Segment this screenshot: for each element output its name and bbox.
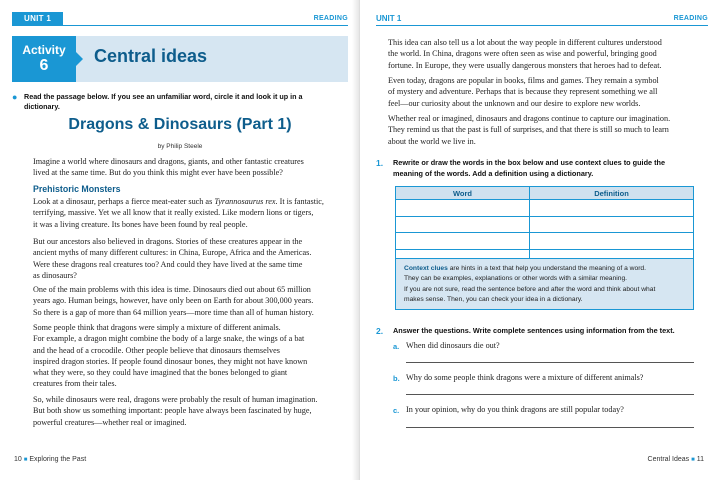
text-line: powerful creatures—whether real or imagined. bbox=[33, 417, 187, 427]
question-1-number: 1. bbox=[376, 158, 384, 168]
definition-cell[interactable] bbox=[530, 216, 694, 233]
text-span: are hints in a text that help you understand the meaning of a word. bbox=[447, 265, 647, 272]
unit-label: UNIT 1 bbox=[376, 14, 402, 23]
text-line: So, while dinosaurs were real, dragons were probably the result of human imagination. bbox=[33, 395, 318, 404]
text-line: But our ancestors also believed in dragons. Stories of these creatures appear in the bbox=[33, 237, 303, 246]
subquestion-b: Why do some people think dragons were a mixture of different animals? bbox=[406, 373, 644, 382]
word-cell[interactable] bbox=[396, 200, 530, 217]
table-row bbox=[396, 200, 694, 217]
square-icon: ■ bbox=[691, 457, 695, 463]
table-row bbox=[396, 233, 694, 250]
right-footer bbox=[648, 456, 704, 463]
text-line: They remind us that the past is full of surprises, and that there is still so much to learn bbox=[388, 125, 669, 135]
activity-label: Activity bbox=[22, 43, 66, 57]
text-line bbox=[33, 196, 333, 207]
question-1-text bbox=[393, 158, 693, 179]
byline: by Philip Steele bbox=[157, 143, 203, 150]
answer-line[interactable] bbox=[406, 427, 694, 428]
table-header-row bbox=[396, 187, 694, 200]
instruction bbox=[12, 92, 334, 112]
text-line: what they were, so they could have imagined that the bones belonged to giant bbox=[33, 368, 288, 378]
word-cell[interactable] bbox=[396, 216, 530, 233]
answer-line[interactable] bbox=[406, 394, 694, 395]
text-line: Even today, dragons are popular in books, films and games. They remain a symbol bbox=[388, 76, 659, 85]
banner-notch bbox=[76, 52, 83, 66]
instruction-text: Read the passage below. If you see an unfamiliar word, circle it and look it up in a dictionary. bbox=[24, 92, 303, 111]
right-paragraph-1 bbox=[388, 37, 704, 71]
text-line: fortune. In Europe, they were usually dangerous monsters that heroes had to defeat. bbox=[388, 60, 662, 70]
clue-term: Context clues bbox=[404, 265, 448, 272]
paragraph-1 bbox=[33, 196, 333, 230]
answer-line[interactable] bbox=[406, 362, 694, 363]
paragraph-5 bbox=[33, 394, 333, 428]
activity-badge bbox=[12, 36, 76, 82]
text-line: inspired dragon stories. If people found dinosaur bones, they might not have known bbox=[33, 356, 308, 366]
text-line: Some people think that dragons were simply a mixture of different animals. bbox=[33, 323, 281, 332]
text-line: They can be examples, explanations or other words with a similar meaning. bbox=[404, 275, 628, 283]
text-span: Look at a dinosaur, perhaps a fierce meat-eater such as bbox=[33, 197, 215, 206]
definition-cell[interactable] bbox=[530, 200, 694, 217]
subquestion-c: In your opinion, why do you think dragons are still popular today? bbox=[406, 405, 624, 414]
text-line: Were these dragons real creatures too? And could they have lived at the same time bbox=[33, 259, 303, 269]
text-line: One of the main problems with this idea is time. Dinosaurs died out about 65 million bbox=[33, 285, 311, 294]
bullet-icon: ● bbox=[12, 92, 18, 102]
text-line: meaning of the words. Add a definition using a dictionary. bbox=[393, 168, 594, 178]
table-row bbox=[396, 216, 694, 233]
activity-title: Central ideas bbox=[94, 46, 208, 66]
text-span: . It is fantastic, bbox=[275, 197, 324, 206]
text-line: the world. In China, dragons were often seen as wise and powerful, bringing good bbox=[388, 49, 657, 59]
word-definition-table bbox=[395, 186, 694, 266]
section-label: READING bbox=[673, 15, 708, 22]
word-cell[interactable] bbox=[396, 233, 530, 250]
text-line: So there is a gap of more than 64 million years—more time than all of human history. bbox=[33, 307, 314, 317]
text-line: it was a living creature. Its bones have been found by real people. bbox=[33, 219, 248, 229]
subquestion-letter: c. bbox=[393, 406, 400, 415]
paragraph-4 bbox=[33, 322, 333, 390]
unit-tab: UNIT 1 bbox=[12, 12, 63, 26]
page-number: 11 bbox=[696, 456, 704, 463]
page-number: 10 bbox=[14, 456, 22, 463]
question-2-text: Answer the questions. Write complete sentences using information from the text. bbox=[393, 326, 675, 335]
text-line: For example, a dragon might combine the body of a large snake, the wings of a bat bbox=[33, 334, 305, 344]
text-line: But both show us something important: people have always been fascinated by huge, bbox=[33, 406, 312, 416]
left-header bbox=[12, 12, 348, 26]
section-label: READING bbox=[313, 15, 348, 22]
activity-banner bbox=[12, 36, 348, 82]
question-2-number: 2. bbox=[376, 326, 384, 336]
square-icon: ■ bbox=[23, 457, 28, 463]
story-title: Dragons & Dinosaurs (Part 1) bbox=[68, 116, 292, 133]
paragraph-3 bbox=[33, 284, 333, 318]
definition-column-header: Definition bbox=[530, 187, 694, 200]
text-line: as dinosaurs? bbox=[33, 270, 77, 280]
text-line: Rewrite or draw the words in the box below and use context clues to guide the bbox=[393, 158, 666, 167]
right-paragraph-3 bbox=[388, 113, 704, 147]
activity-number: 6 bbox=[39, 57, 49, 74]
footer-title: Central Ideas bbox=[647, 456, 690, 463]
subquestion-a: When did dinosaurs die out? bbox=[406, 341, 500, 350]
subhead: Prehistoric Monsters bbox=[33, 184, 121, 194]
text-line: feel—our curiosity about the unknown and our desire to explore new worlds. bbox=[388, 98, 641, 108]
text-line: makes sense. Then, you can check your idea in a dictionary. bbox=[404, 296, 583, 304]
text-line: of mystery and adventure. Perhaps that is because they represent something we all bbox=[388, 87, 658, 97]
text-line: Imagine a world where dinosaurs and dragons, giants, and other fantastic creatures bbox=[33, 157, 304, 166]
subquestion-letter: b. bbox=[393, 374, 400, 383]
text-line bbox=[404, 264, 685, 274]
text-line: terrifying, massive. Yet we all know that it really existed. Like modern lions or tigers, bbox=[33, 208, 314, 218]
species-name: Tyrannosaurus rex bbox=[214, 197, 276, 206]
context-clues-box bbox=[395, 258, 694, 310]
left-footer bbox=[14, 456, 86, 463]
definition-cell[interactable] bbox=[530, 233, 694, 250]
paragraph-2 bbox=[33, 236, 333, 281]
text-line: Whether real or imagined, dinosaurs and dragons continue to capture our imagination. bbox=[388, 114, 671, 123]
intro-paragraph bbox=[33, 156, 333, 179]
right-header bbox=[376, 12, 708, 26]
text-line: and the head of a crocodile. Other people believe that dinosaurs themselves bbox=[33, 345, 280, 355]
right-paragraph-2 bbox=[388, 75, 704, 109]
text-line: creatures from their tales. bbox=[33, 379, 117, 389]
footer-title: Exploring the Past bbox=[29, 456, 87, 463]
word-column-header: Word bbox=[396, 187, 530, 200]
text-line: This idea can also tell us a lot about the way people in different cultures understood bbox=[388, 38, 662, 47]
text-line: If you are not sure, read the sentence before and after the word and think about what bbox=[404, 285, 656, 293]
text-line: ancient myths of many different cultures: in China, Europe, Africa and the Americas. bbox=[33, 248, 312, 258]
text-line: lived at the same time. But do you think this might ever have been possible? bbox=[33, 168, 283, 178]
text-line: about the world we live in. bbox=[388, 136, 476, 146]
subquestion-letter: a. bbox=[393, 342, 400, 351]
text-line: years ago. Human beings, however, have only been on Earth for about 300,000 years. bbox=[33, 296, 314, 306]
